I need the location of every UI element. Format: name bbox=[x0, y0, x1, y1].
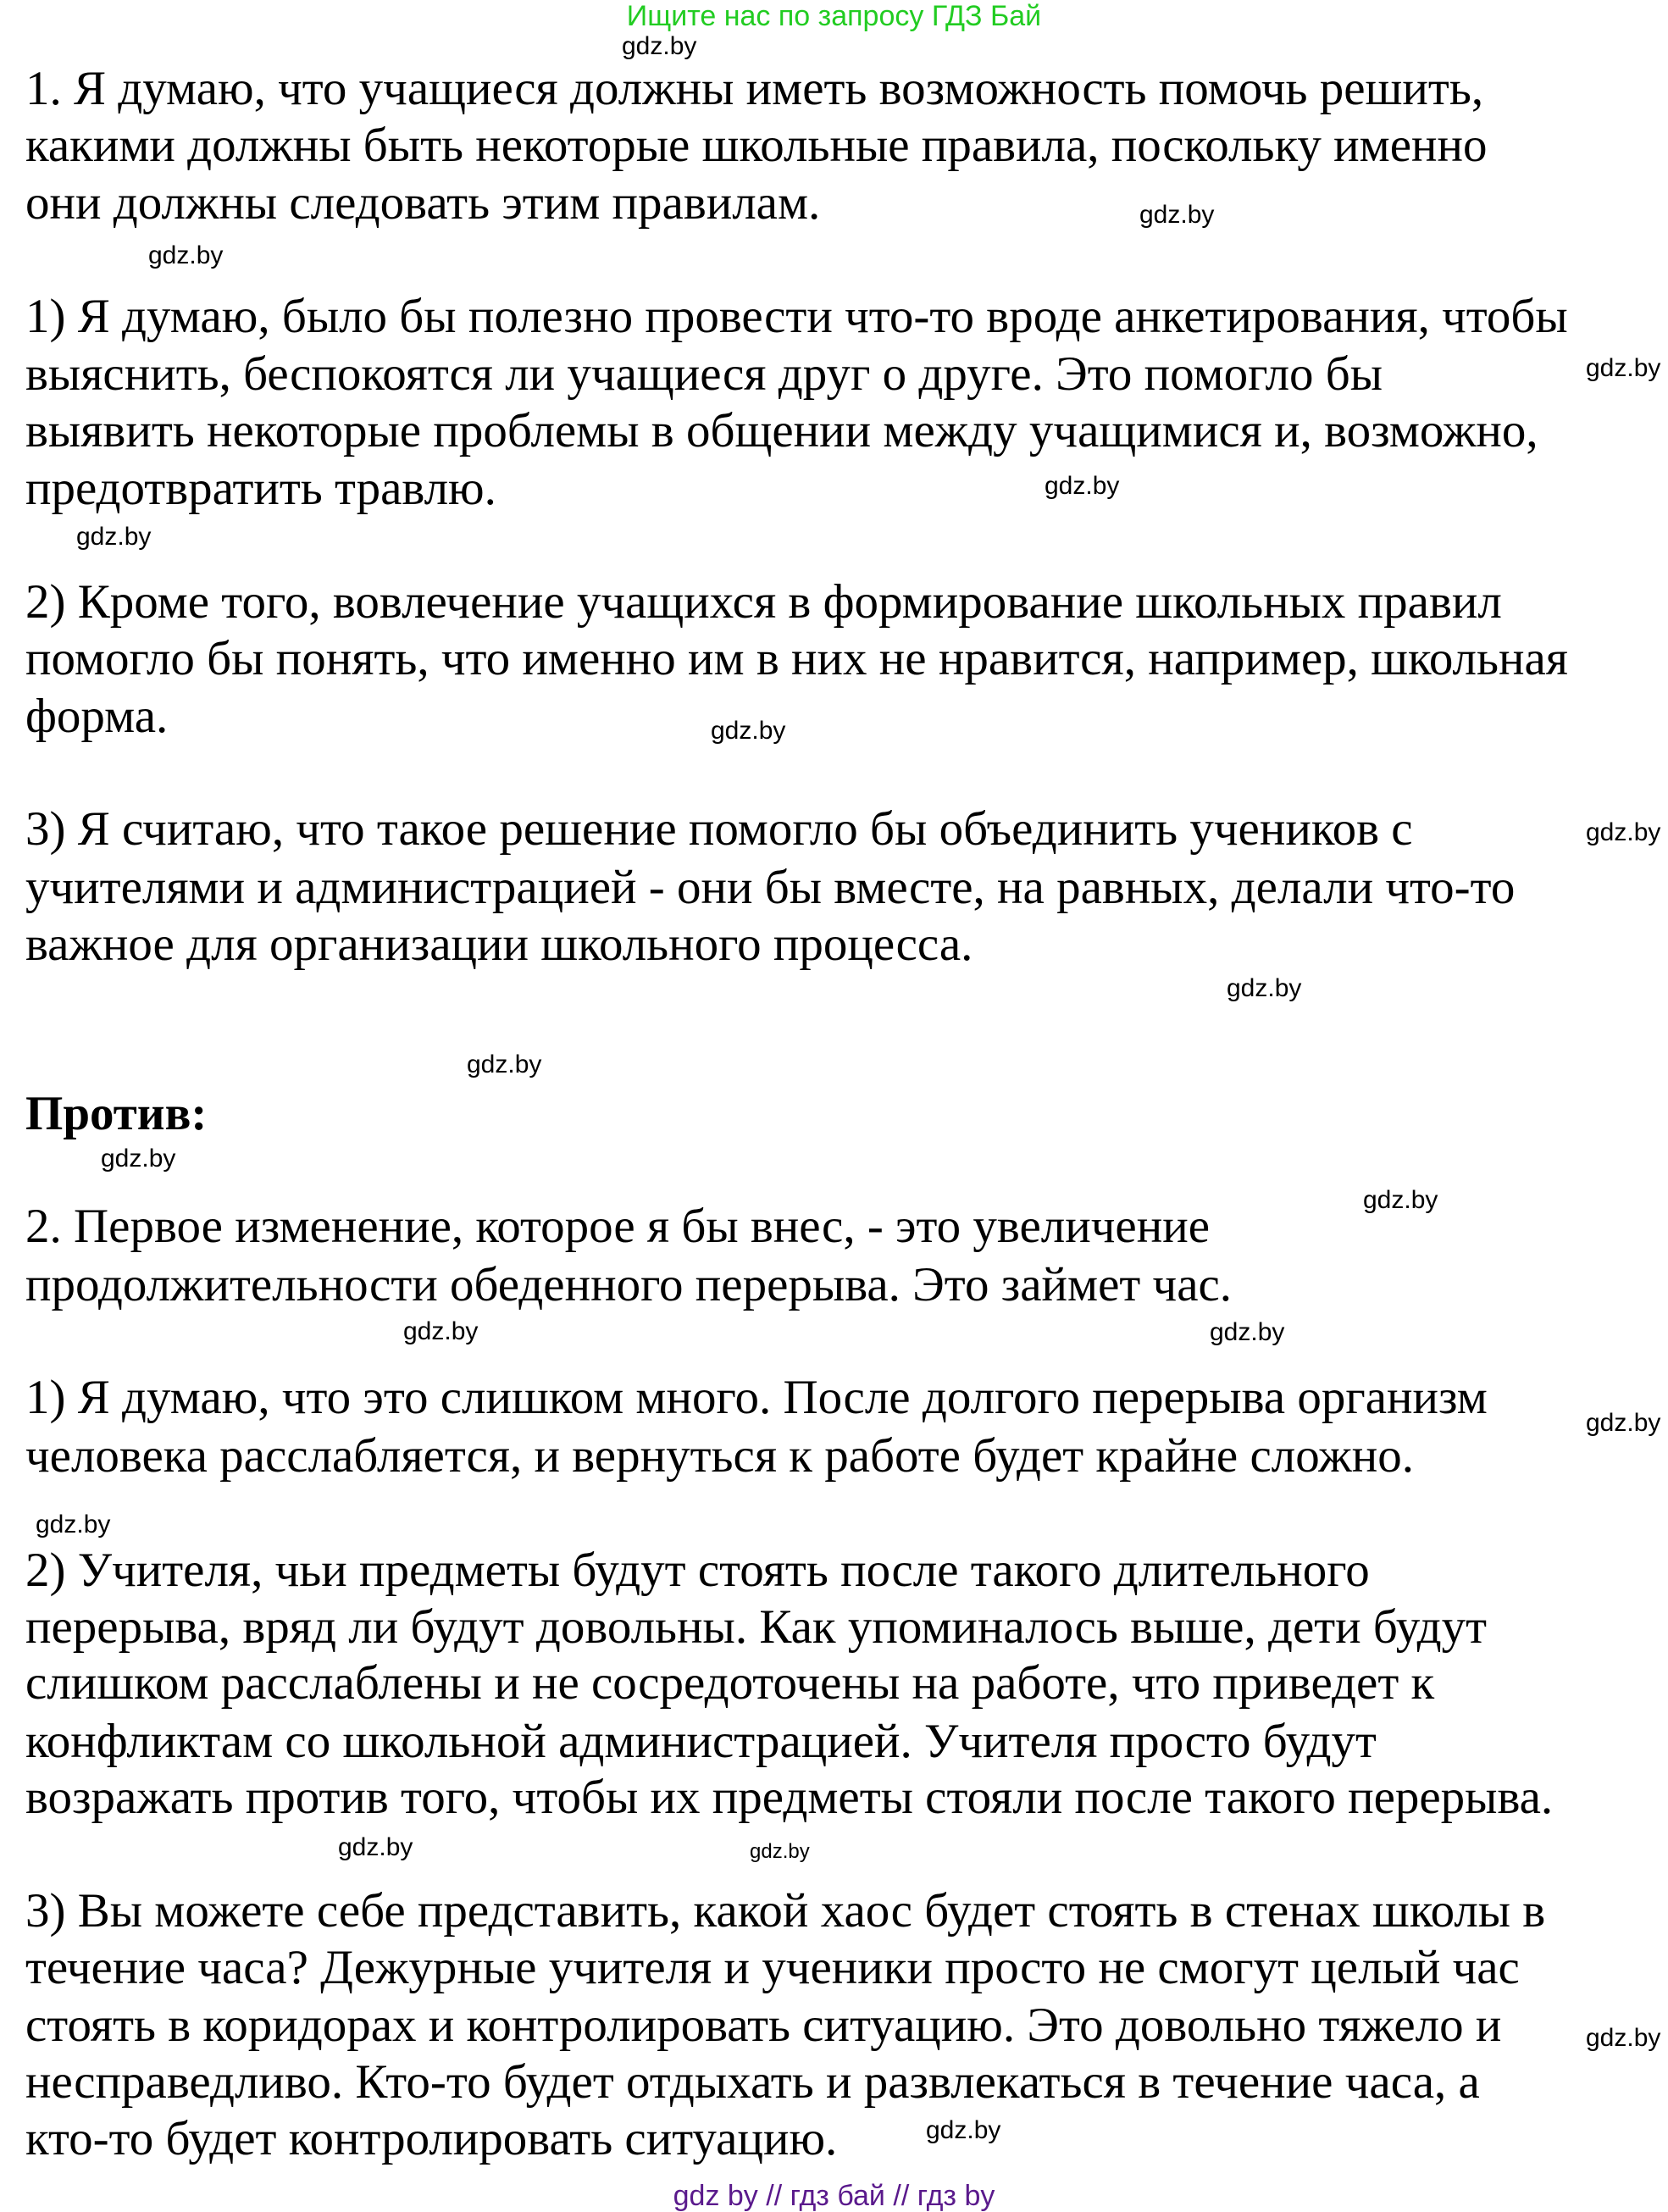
watermark: gdz.by bbox=[36, 1511, 111, 1538]
footer-links: gdz by // гдз бай // гдз by bbox=[673, 2180, 995, 2212]
watermark: gdz.by bbox=[76, 523, 152, 551]
text-line: слишком расслаблены и не сосредоточены на работе, что приведет к bbox=[25, 1656, 1435, 1710]
text-line: форма. bbox=[25, 690, 169, 743]
watermark: gdz.by bbox=[1586, 2024, 1661, 2052]
text-line: 1. Я думаю, что учащиеся должны иметь возможность помочь решить, bbox=[25, 62, 1484, 115]
text-line: 3) Я считаю, что такое решение помогло бы объединить учеников с bbox=[25, 802, 1413, 856]
watermark: gdz.by bbox=[1586, 818, 1661, 846]
text-line: выявить некоторые проблемы в общении между учащимися и, возможно, bbox=[25, 404, 1538, 457]
watermark: gdz.by bbox=[101, 1145, 176, 1173]
site-search-banner: Ищите нас по запросу ГДЗ Бай bbox=[626, 0, 1042, 32]
text-line: течение часа? Дежурные учителя и ученики просто не смогут целый час bbox=[25, 1941, 1520, 1994]
text-line: помогло бы понять, что именно им в них не нравится, например, школьная bbox=[25, 632, 1569, 685]
text-line: какими должны быть некоторые школьные правила, поскольку именно bbox=[25, 119, 1488, 172]
text-line: 1) Я думаю, что это слишком много. После долгого перерыва организм bbox=[25, 1371, 1488, 1424]
text-line: 3) Вы можете себе представить, какой хаос будет стоять в стенах школы в bbox=[25, 1884, 1546, 1938]
watermark: gdz.by bbox=[622, 32, 697, 60]
watermark: gdz.by bbox=[711, 717, 786, 745]
text-line: несправедливо. Кто-то будет отдыхать и развлекаться в течение часа, а bbox=[25, 2055, 1480, 2109]
watermark: gdz.by bbox=[1227, 974, 1302, 1002]
section-heading-against: Против: bbox=[25, 1087, 208, 1140]
text-line: возражать против того, чтобы их предметы стояли после такого перерыва. bbox=[25, 1771, 1554, 1824]
text-line: 1) Я думаю, было бы полезно провести что-то вроде анкетирования, чтобы bbox=[25, 290, 1568, 343]
text-line: человека расслабляется, и вернуться к работе будет крайне сложно. bbox=[25, 1429, 1414, 1483]
text-line: стоять в коридорах и контролировать ситуацию. Это довольно тяжело и bbox=[25, 1999, 1502, 2052]
watermark: gdz.by bbox=[1586, 1409, 1661, 1437]
watermark: gdz.by bbox=[926, 2116, 1001, 2144]
text-line: кто-то будет контролировать ситуацию. bbox=[25, 2112, 838, 2165]
watermark: gdz.by bbox=[750, 1840, 810, 1863]
watermark: gdz.by bbox=[1586, 354, 1661, 382]
watermark: gdz.by bbox=[1139, 201, 1215, 229]
text-line: конфликтам со школьной администрацией. Учителя просто будут bbox=[25, 1715, 1377, 1768]
text-line: 2) Учителя, чьи предметы будут стоять после такого длительного bbox=[25, 1544, 1370, 1597]
text-line: они должны следовать этим правилам. bbox=[25, 176, 821, 230]
watermark: gdz.by bbox=[403, 1317, 479, 1345]
text-line: важное для организации школьного процесса. bbox=[25, 918, 973, 971]
text-line: 2) Кроме того, вовлечение учащихся в формирование школьных правил bbox=[25, 575, 1502, 629]
text-line: продолжительности обеденного перерыва. Это займет час. bbox=[25, 1258, 1233, 1311]
text-line: перерыва, вряд ли будут довольны. Как упоминалось выше, дети будут bbox=[25, 1600, 1488, 1654]
watermark: gdz.by bbox=[467, 1051, 542, 1078]
text-line: 2. Первое изменение, которое я бы внес, - это увеличение bbox=[25, 1200, 1211, 1253]
watermark: gdz.by bbox=[148, 241, 224, 269]
text-line: предотвратить травлю. bbox=[25, 462, 496, 515]
text-line: выяснить, беспокоятся ли учащиеся друг о друге. Это помогло бы bbox=[25, 347, 1383, 401]
watermark: gdz.by bbox=[1210, 1318, 1285, 1346]
text-line: учителями и администрацией - они бы вместе, на равных, делали что-то bbox=[25, 861, 1516, 914]
watermark: gdz.by bbox=[1363, 1186, 1438, 1214]
watermark: gdz.by bbox=[1045, 472, 1120, 500]
watermark: gdz.by bbox=[338, 1833, 413, 1861]
